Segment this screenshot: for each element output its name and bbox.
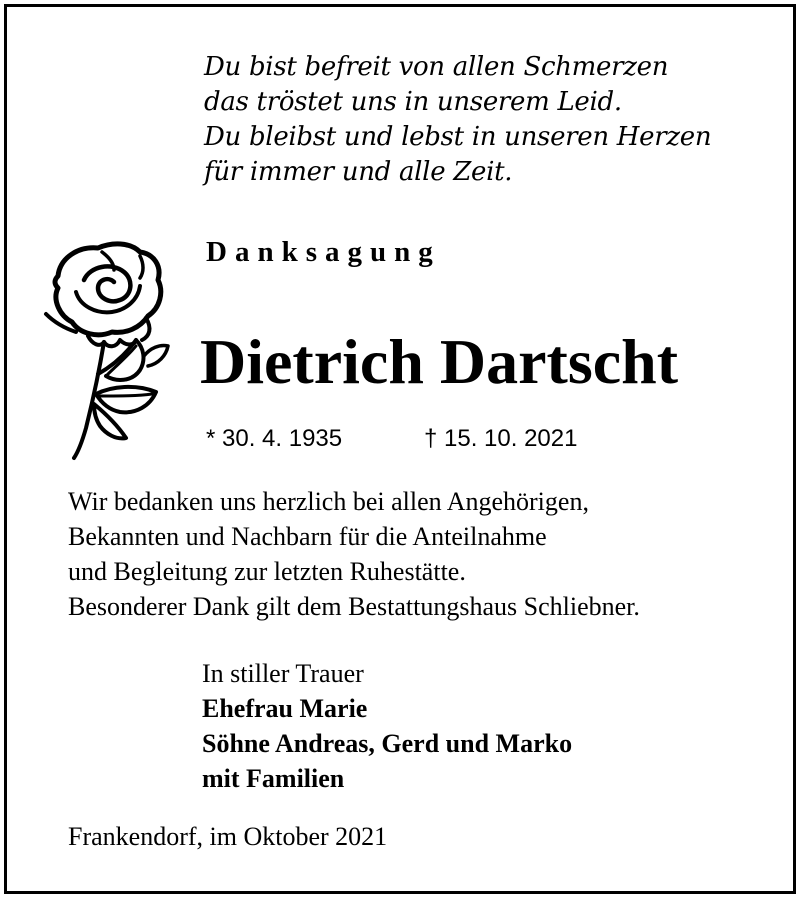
poem-line: Du bleibst und lebst in unseren Herzen bbox=[204, 122, 712, 152]
poem-line: für immer und alle Zeit. bbox=[204, 157, 513, 187]
thanks-line: Wir bedanken uns herzlich bei allen Angehörigen, bbox=[68, 487, 589, 516]
mourner-line: mit Familien bbox=[202, 764, 345, 793]
thanks-line: und Begleitung zur letzten Ruhestätte. bbox=[68, 557, 466, 586]
mourner-line: Ehefrau Marie bbox=[202, 694, 368, 723]
mourners-block bbox=[202, 656, 572, 796]
mourners-intro: In stiller Trauer bbox=[202, 659, 364, 688]
poem-line: das tröstet uns in unserem Leid. bbox=[204, 87, 622, 117]
place-and-date: Frankendorf, im Oktober 2021 bbox=[68, 822, 388, 851]
thanks-line: Bekannten und Nachbarn für die Anteilnahme bbox=[68, 522, 547, 551]
thanks-line: Besonderer Dank gilt dem Bestattungshaus Schliebner. bbox=[68, 592, 640, 621]
poem-line: Du bist befreit von allen Schmerzen bbox=[204, 52, 669, 82]
death-date: † 15. 10. 2021 bbox=[424, 425, 578, 452]
birth-date: * 30. 4. 1935 bbox=[206, 425, 343, 452]
thanks-text bbox=[68, 484, 640, 624]
mourner-line: Söhne Andreas, Gerd und Marko bbox=[202, 729, 573, 758]
deceased-name: Dietrich Dartscht bbox=[200, 326, 679, 397]
memorial-poem bbox=[204, 50, 711, 190]
rose-icon bbox=[40, 236, 180, 461]
notice-heading: Danksagung bbox=[206, 236, 441, 268]
